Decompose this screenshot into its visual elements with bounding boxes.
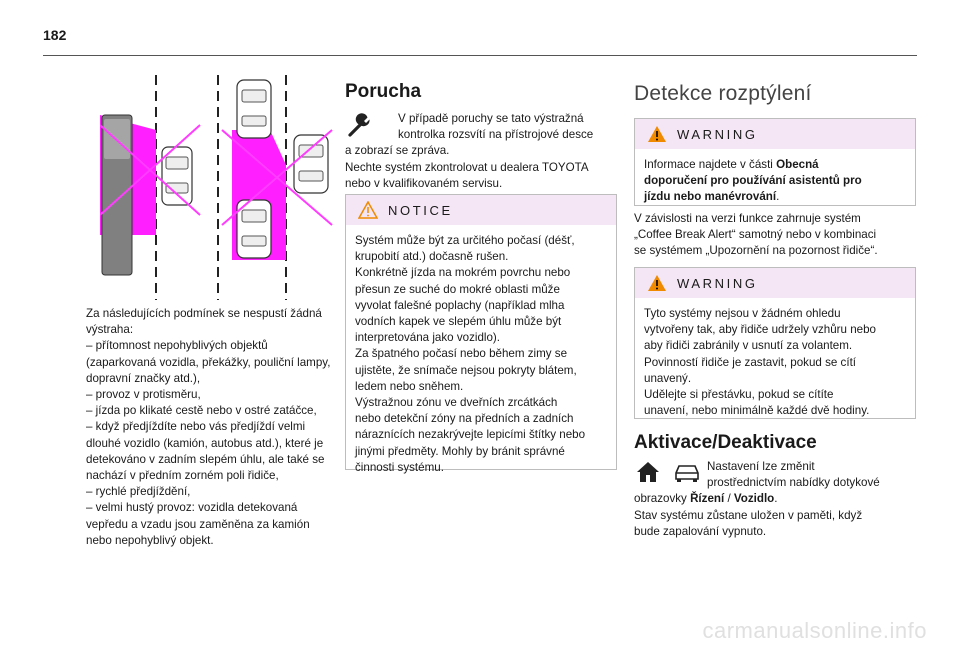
bold-term: Obecná [776, 158, 819, 171]
text-line: bude zapalování vypnuto. [634, 524, 767, 538]
text-line: vyvolat falešné poplachy (například mlha [355, 298, 565, 312]
text-line: nachází v předním zorném poli řidiče, [86, 469, 279, 483]
text-line: Povinností řidiče je zastavit, pokud se cítí [644, 355, 857, 369]
text-line: Výstražnou zónu ve dveřních zrcátkách [355, 396, 558, 410]
text-line: se systémem „Upozornění na pozornost řidiče“. [634, 244, 878, 258]
header-rule [43, 55, 917, 56]
text-line: V případě poruchy se tato výstražná [398, 112, 584, 125]
activation-text [634, 459, 880, 540]
text-line: vytvořeny tak, aby řidiče udržely vzhůru nebo [644, 323, 876, 337]
notice-body [346, 225, 616, 476]
warning-body [635, 298, 915, 419]
text-line: Nastavení lze změnit [707, 460, 815, 473]
text-line [644, 189, 906, 205]
caution-triangle-icon [358, 201, 378, 224]
text-line: – velmi hustý provoz: vozidla detekovaná [86, 501, 298, 515]
conditions-text [86, 306, 330, 549]
blind-spot-illustration [100, 75, 340, 305]
section-heading-detekce: Detekce rozptýlení [634, 82, 812, 105]
bold-term: jízdu nebo manévrování [644, 190, 777, 204]
text-line: činnosti systému. [355, 460, 444, 474]
text-line: a zobrazí se zpráva. [345, 144, 450, 158]
text-run: Informace najdete v části [644, 158, 777, 171]
text-line: – provoz v protisměru, [86, 388, 201, 402]
text-line: dlouhé vozidlo (kamión, autobus atd.), které je [86, 436, 324, 450]
text-line: vepředu a vzadu jsou zaměněna za kamión [86, 517, 310, 531]
text-line: „Coffee Break Alert“ samotný nebo v kombinaci [634, 228, 877, 242]
text-line: unavený. [644, 371, 692, 385]
text-line: – jízda po klikaté cestě nebo v ostré zatáčce, [86, 404, 317, 418]
text-line: unavení, nebo minimálně každé dvě hodiny. [644, 404, 870, 418]
text-line: nebo v kvalifikovaném servisu. [345, 176, 503, 190]
text-line: Tyto systémy nejsou v žádném ohledu [644, 307, 841, 320]
text-line: – rychlé předjíždění, [86, 485, 191, 499]
text-line: detekováno v zadním slepém úhlu, ale také se [86, 452, 325, 466]
text-line: Systém může být za určitého počasí (déšť, [355, 234, 575, 247]
warning-triangle-icon [647, 125, 667, 148]
text-line: jinými předměty. Mohly by bránit správné [355, 444, 565, 458]
warning-title: WARNING [677, 127, 758, 142]
text-run: obrazovky [634, 492, 691, 506]
text-line: Za špatného počasí nebo během zimy se [355, 347, 568, 361]
section-heading-porucha: Porucha [345, 81, 422, 102]
text-line: Udělejte si přestávku, pokud se cítíte [644, 388, 834, 402]
text-line: aby řidiči zabránily v usnutí za volantem. [644, 339, 853, 353]
warning-triangle-icon [647, 274, 667, 297]
watermark: carmanualsonline.info [702, 618, 927, 643]
text-line: kontrolka rozsvítí na přístrojové desce [398, 128, 594, 142]
text-line: – přítomnost nepohyblivých objektů [86, 339, 268, 353]
text-line [644, 157, 906, 173]
text-line: Konkrétně jízda na mokrém povrchu nebo [355, 266, 571, 280]
text-line: (zaparkovaná vozidla, překážky, pouliční lampy, [86, 355, 331, 369]
text-line: nebo detekční zóny na předních a zadních [355, 412, 574, 426]
text-line: – když předjíždíte nebo vás předjíždí velmi [86, 420, 306, 434]
notice-header [346, 195, 616, 225]
menu-name-vozidlo: Vozidlo [733, 492, 775, 506]
warning-box-2 [634, 267, 916, 419]
text-line: prostřednictvím nabídky dotykové [707, 476, 880, 490]
text-line: V závislosti na verzi funkce zahrnuje systém [634, 212, 861, 225]
warning-header [635, 268, 915, 298]
text-line: přesun ze suché do mokré oblasti může [355, 282, 560, 296]
menu-name-rizeni: Řízení [690, 492, 725, 506]
notice-box [345, 194, 617, 474]
coffee-break-text [634, 211, 878, 260]
text-run: . [776, 190, 780, 204]
text-line: výstraha: [86, 323, 134, 337]
text-line: ledem nebo sněhem. [355, 379, 464, 393]
notice-title: NOTICE [388, 203, 453, 218]
bold-term: doporučení pro používání asistentů pro [644, 174, 862, 188]
text-line: interpretována jako vozidlo). [355, 331, 501, 345]
text-line: dopravní značky atd.), [86, 371, 201, 385]
text-line: krupobití atd.) dočasně rušen. [355, 250, 509, 264]
text-run: . [774, 492, 778, 506]
text-line: nebo nepohyblivý objekt. [86, 533, 214, 547]
text-line: vodních kapek ve slepém úhlu může být [355, 315, 562, 329]
warning-body [635, 149, 915, 206]
section-heading-aktivace: Aktivace/Deaktivace [634, 432, 817, 453]
warning-title: WARNING [677, 276, 758, 291]
text-line: ujistěte, že snímače nejsou pokryty blátem, [355, 363, 577, 377]
text-line: náraznících nezakrývejte lepicími štítky nebo [355, 428, 586, 442]
warning-header [635, 119, 915, 149]
text-line: Nechte systém zkontrolovat u dealera TOYOTA [345, 160, 589, 174]
text-run: / [724, 492, 734, 506]
fault-text [345, 111, 593, 192]
text-line: Stav systému zůstane uložen v paměti, když [634, 508, 863, 522]
text-line [634, 491, 880, 507]
page-number: 182 [43, 27, 67, 43]
warning-box-1 [634, 118, 916, 206]
text-line: Za následujících podmínek se nespustí žádná [86, 307, 322, 320]
text-line [644, 173, 906, 189]
